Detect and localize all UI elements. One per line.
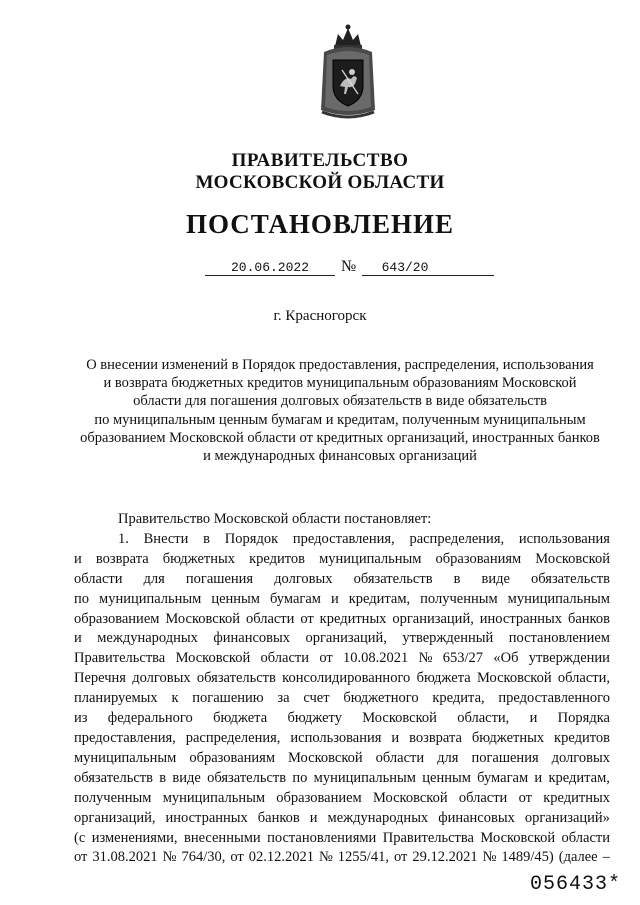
body-word: и: [74, 550, 82, 567]
serial-digits: 056433: [530, 873, 609, 896]
body-word: муниципальным: [507, 590, 610, 607]
body-word: бумагам: [269, 590, 321, 607]
body-word: долговых: [274, 570, 333, 587]
body-word: Правительства: [382, 829, 474, 846]
government-name-line1: ПРАВИТЕЛЬСТВО: [231, 150, 409, 171]
body-word: Внести: [143, 530, 189, 547]
body-word: в: [159, 769, 167, 786]
body-word: области: [375, 749, 425, 766]
body-word: обязательств: [531, 570, 610, 587]
body-word: банков: [567, 610, 610, 627]
body-word: муниципальным: [74, 749, 177, 766]
body-word: №: [482, 849, 497, 866]
body-word: погашения: [185, 570, 254, 587]
body-word: использования: [290, 729, 382, 746]
body-word: счет: [303, 690, 330, 707]
body-word: муниципальным: [313, 769, 416, 786]
body-word: внесенными: [183, 829, 261, 846]
body-word: виде: [172, 769, 201, 786]
title-line: образованием Московской области от кредитных организаций, иностранных банков: [80, 429, 600, 446]
body-word: иностранных: [479, 610, 563, 627]
body-line: [74, 669, 610, 689]
body-word: в: [453, 570, 461, 587]
body-word: предоставления,: [292, 530, 395, 547]
body-word: обязательств: [196, 670, 276, 687]
asterisk-mark: *: [608, 873, 622, 896]
body-word: возврата: [409, 729, 462, 746]
body-word: муниципальным: [99, 590, 202, 607]
body-word: в: [203, 530, 211, 547]
document-type-heading: ПОСТАНОВЛЕНИЕ: [185, 209, 455, 239]
body-word: муниципальным: [162, 789, 266, 806]
body-word: №: [318, 849, 333, 866]
body-line: [74, 570, 610, 590]
decree-title: [60, 356, 620, 465]
date-underline: [205, 275, 335, 276]
body-word: Порядка: [557, 710, 610, 727]
body-word: использования: [518, 530, 610, 547]
body-word: области: [561, 829, 610, 846]
body-word: международных: [327, 809, 429, 826]
body-line: [74, 729, 610, 749]
body-word: полученным: [420, 590, 498, 607]
body-word: кредитам,: [348, 590, 411, 607]
body-line: [74, 749, 610, 769]
body-line: [74, 610, 610, 630]
date-number-line: [0, 258, 640, 280]
body-word: кредитных: [543, 789, 610, 806]
body-word: долговых: [551, 749, 610, 766]
body-word: международных: [97, 630, 198, 647]
body-word: кредита,: [432, 690, 485, 707]
body-line: [74, 709, 610, 729]
body-word: бюджета: [416, 670, 471, 687]
document-serial-number: [530, 873, 621, 896]
body-line: [74, 629, 610, 649]
body-word: организаций»: [524, 809, 610, 826]
body-word: образованиям: [435, 550, 522, 567]
body-word: организаций,: [305, 630, 387, 647]
body-word: постановлениями: [267, 829, 377, 846]
body-word: образованием: [276, 789, 362, 806]
body-word: ценным: [211, 590, 260, 607]
body-line: [74, 809, 610, 829]
body-word: «Об: [493, 650, 519, 667]
coat-of-arms-emblem: [318, 24, 378, 120]
body-word: от: [300, 610, 314, 627]
body-word: Московской: [535, 550, 610, 567]
body-word: погашению: [192, 690, 264, 707]
body-word: и: [330, 590, 339, 607]
body-word: распределения,: [185, 729, 281, 746]
body-word: области,: [457, 710, 510, 727]
body-word: 653/27: [442, 650, 484, 667]
body-word: финансовых: [213, 630, 290, 647]
body-line: [74, 550, 610, 570]
body-word: (далее: [558, 849, 598, 866]
body-word: по: [74, 590, 90, 607]
body-word: обязательств: [207, 769, 287, 786]
body-word: области: [260, 650, 310, 667]
body-word: полученным: [74, 789, 152, 806]
body-word: Порядок: [224, 530, 279, 547]
body-word: (с: [74, 829, 86, 846]
body-line: [74, 649, 610, 669]
decree-body: [74, 510, 610, 868]
body-word: и: [391, 729, 400, 746]
body-word: 29.12.2021: [412, 849, 478, 866]
body-word: Московской: [175, 650, 251, 667]
body-word: №: [162, 849, 177, 866]
body-word: консолидированного: [282, 670, 411, 687]
body-word: образованием: [74, 610, 160, 627]
body-word: возврата: [95, 550, 149, 567]
decree-number: 643/20: [381, 260, 429, 275]
body-line: [74, 530, 610, 550]
body-word: бумагам: [477, 769, 529, 786]
body-word: организаций,: [392, 610, 474, 627]
body-word: от: [518, 789, 532, 806]
body-word: бюджетных: [471, 729, 545, 746]
body-word: кредитных: [319, 610, 387, 627]
body-word: 1489/45): [501, 849, 554, 866]
body-word: 31.08.2021: [92, 849, 158, 866]
body-word: области,: [557, 670, 610, 687]
title-line: и возврата бюджетных кредитов муниципальным образованиям Московской: [103, 375, 577, 392]
body-word: –: [602, 849, 610, 866]
body-line: [74, 848, 610, 868]
body-word: области: [458, 789, 508, 806]
body-word: финансовых: [438, 809, 515, 826]
body-word: постановлением: [508, 630, 610, 647]
body-word: обязательств: [74, 769, 153, 786]
body-word: погашения: [471, 749, 539, 766]
body-word: Московской: [476, 670, 552, 687]
body-word: за: [277, 690, 290, 707]
number-underline: [362, 275, 494, 276]
body-word: долговых: [132, 670, 191, 687]
body-word: Перечня: [74, 670, 126, 687]
government-name-line2: МОСКОВСКОЙ ОБЛАСТИ: [195, 172, 445, 193]
body-word: и: [309, 809, 318, 826]
body-word: от: [230, 849, 244, 866]
body-line: [74, 769, 610, 789]
body-word: Московской: [362, 710, 437, 727]
body-word: кредитов: [249, 550, 306, 567]
body-word: от: [393, 849, 408, 866]
body-word: 10.08.2021: [343, 650, 409, 667]
body-line: [74, 689, 610, 709]
body-word: по: [292, 769, 308, 786]
body-word: предоставления,: [74, 729, 176, 746]
body-word: виде: [481, 570, 510, 587]
body-word: для: [437, 749, 459, 766]
title-line: области для погашения долговых обязательств в виде обязательств: [133, 393, 547, 410]
body-line: [74, 829, 610, 849]
body-word: образованиям: [189, 749, 275, 766]
city-line: г. Красногорск: [273, 308, 367, 324]
title-line: О внесении изменений в Порядок предоставления, распределения, использования: [86, 357, 594, 373]
body-word: организаций,: [74, 809, 156, 826]
body-word: изменениями,: [91, 829, 178, 846]
body-word: Московской: [165, 610, 241, 627]
body-word: бюджетного: [343, 690, 419, 707]
body-word: №: [418, 650, 433, 667]
body-word: области: [74, 570, 123, 587]
body-line: [74, 789, 610, 809]
body-word: и: [534, 769, 543, 786]
body-word: бюджетных: [162, 550, 235, 567]
body-word: бюджета: [213, 710, 268, 727]
body-word: и: [74, 630, 82, 647]
title-line: и международных финансовых организаций: [203, 448, 477, 465]
title-line: по муниципальным ценным бумагам и кредитам, полученным муниципальным: [94, 411, 586, 428]
body-word: Московской: [372, 789, 448, 806]
body-word: 764/30,: [181, 849, 226, 866]
body-word: бюджету: [287, 710, 342, 727]
body-word: распределения,: [409, 530, 505, 547]
body-word: кредитов: [554, 729, 610, 746]
body-word: из: [74, 710, 88, 727]
body-word: к: [171, 690, 179, 707]
body-word: 02.12.2021: [248, 849, 314, 866]
body-word: Московской: [288, 749, 363, 766]
body-word: кредитам,: [548, 769, 610, 786]
body-word: и: [529, 710, 538, 727]
body-intro: Правительство Московской области постановляет:: [118, 511, 432, 527]
body-word: муниципальным: [319, 550, 422, 567]
body-word: банков: [257, 809, 300, 826]
body-word: от: [319, 650, 333, 667]
body-word: обязательств: [353, 570, 433, 587]
body-word: утверждении: [528, 650, 610, 667]
body-word: федерального: [107, 710, 193, 727]
body-word: иностранных: [165, 809, 248, 826]
body-word: для: [143, 570, 165, 587]
body-word: 1255/41,: [337, 849, 389, 866]
body-line: [74, 590, 610, 610]
body-word: 1.: [118, 530, 129, 547]
body-word: ценным: [422, 769, 471, 786]
body-word: Московской: [480, 829, 556, 846]
body-word: планируемых: [74, 690, 158, 707]
body-word: утвержденный: [402, 630, 494, 647]
body-word: области: [245, 610, 295, 627]
body-word: предоставленного: [498, 690, 610, 707]
body-word: от: [74, 849, 88, 866]
number-sign: №: [341, 258, 357, 275]
decree-date: 20.06.2022: [230, 260, 309, 275]
body-word: Правительства: [74, 650, 166, 667]
